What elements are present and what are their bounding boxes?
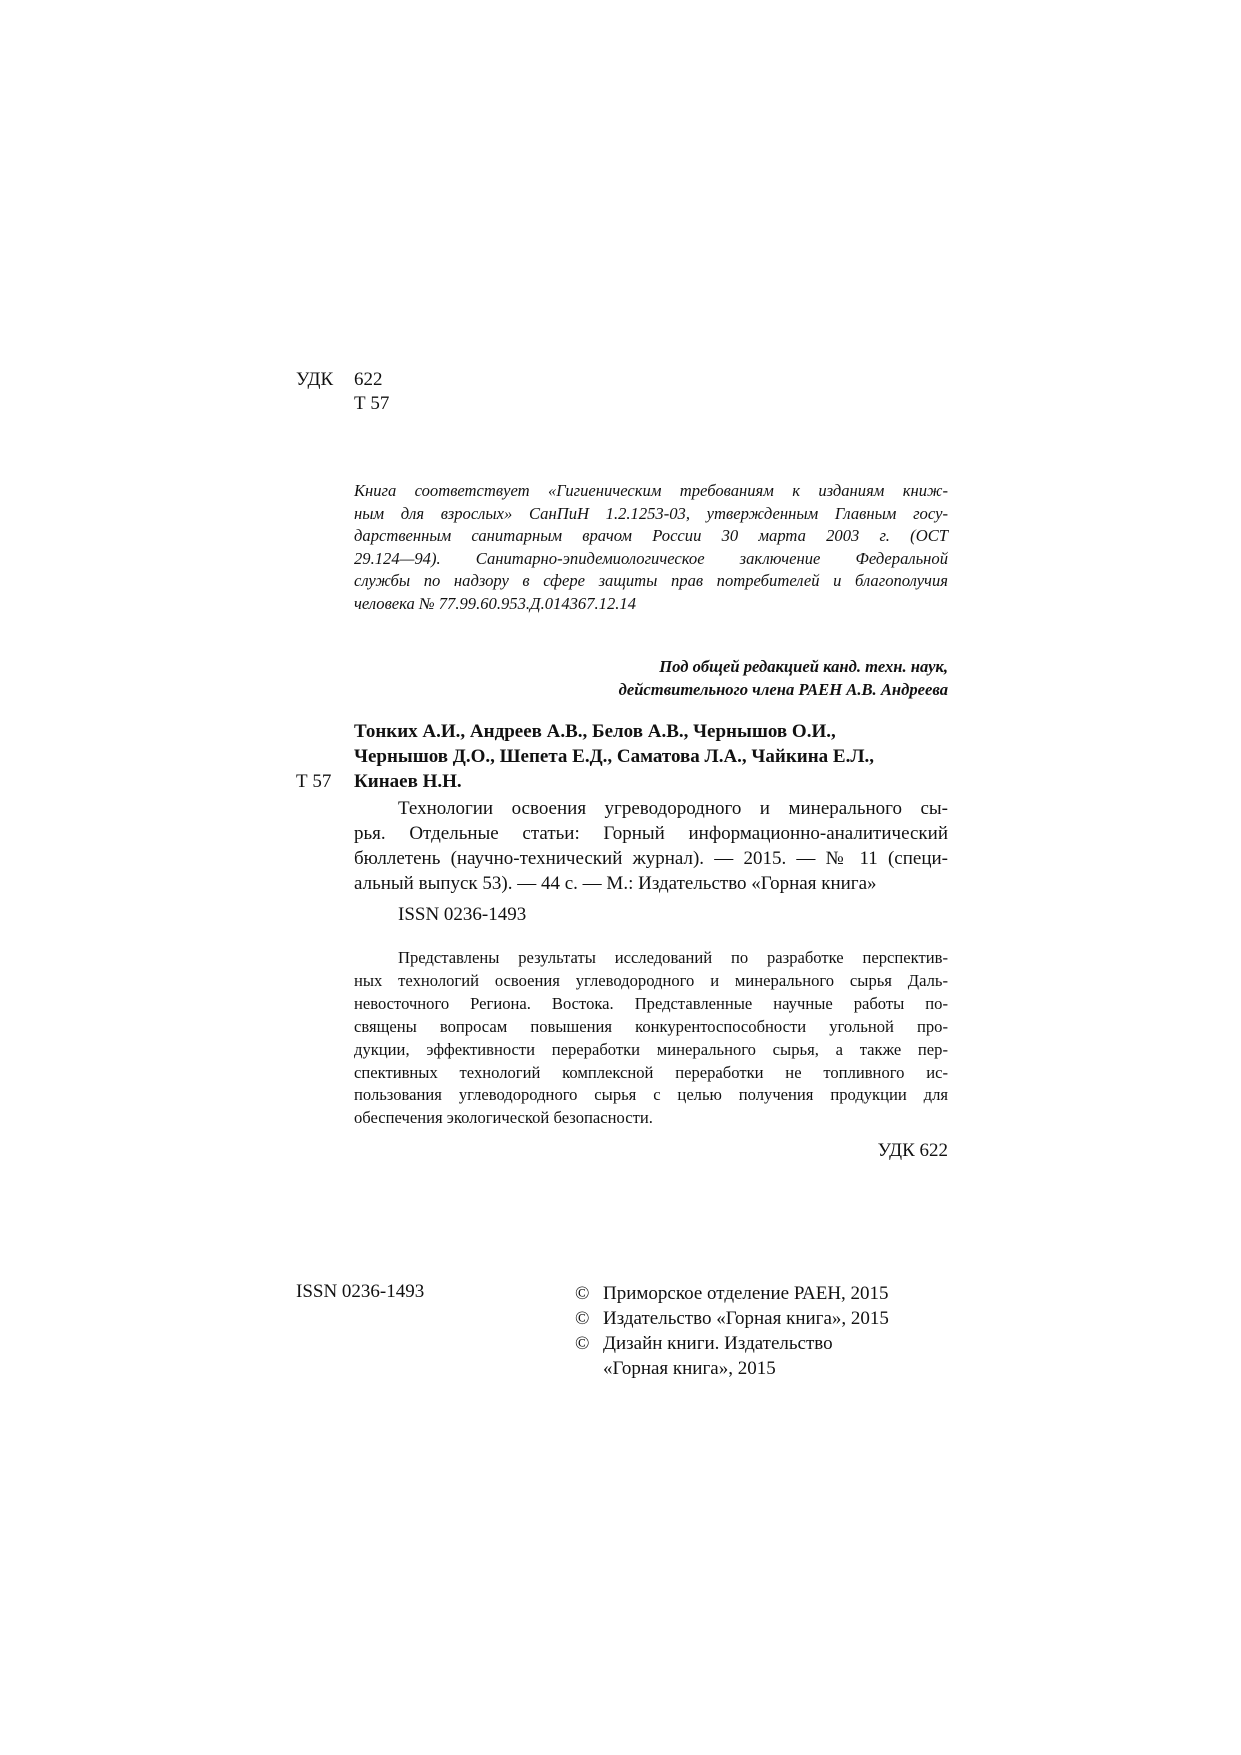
bibliographic-description	[354, 796, 948, 896]
copyright-symbol: ©	[575, 1308, 590, 1329]
copyright-text: Издательство «Горная книга», 2015	[603, 1308, 889, 1329]
title-line: альный выпуск 53). — 44 с. — М.: Издательство «Горная книга»	[354, 873, 877, 894]
abstract-line: священы вопросам повышения конкурентоспособности угольной про-	[354, 1016, 948, 1036]
hygiene-notice	[354, 480, 948, 615]
catalog-mark: Т 57	[296, 771, 332, 792]
copyright-row	[575, 1281, 948, 1306]
copyright-symbol: ©	[575, 1283, 590, 1304]
copyright-row	[575, 1356, 948, 1381]
udk-label: УДК	[296, 369, 334, 390]
editor-line: действительного члена РАЕН А.В. Андреева	[618, 679, 948, 699]
abstract-line: Представлены результаты исследований по разработке перспектив-	[398, 948, 948, 967]
authors-line: Чернышов Д.О., Шепета Е.Д., Саматова Л.А., Чайкина Е.Л.,	[354, 746, 874, 767]
editor-note	[354, 656, 948, 701]
author-mark: Т 57	[354, 393, 390, 414]
abstract-line: пользования углеводородного сырья с целью получения продукции для	[354, 1085, 948, 1105]
hygiene-line: человека № 77.99.60.953.Д.014367.12.14	[354, 593, 636, 613]
abstract-line: невосточного Региона. Востока. Представленные научные работы по-	[354, 993, 948, 1013]
copyright-text: Приморское отделение РАЕН, 2015	[603, 1283, 889, 1304]
copyright-symbol: ©	[575, 1333, 590, 1354]
card-udk: УДК 622	[877, 1140, 948, 1161]
hygiene-line: Книга соответствует «Гигиеническим требованиям к изданиям книж-	[354, 481, 948, 500]
title-line: Технологии освоения угреводородного и минерального сы-	[398, 798, 948, 819]
editor-line: Под общей редакцией канд. техн. наук,	[659, 657, 948, 676]
title-line: рья. Отдельные статьи: Горный информационно-аналитический	[354, 823, 948, 844]
copyright-row	[575, 1306, 948, 1331]
authors-line: Тонких А.И., Андреев А.В., Белов А.В., Чернышов О.И.,	[354, 721, 836, 742]
copyright-row	[575, 1331, 948, 1356]
hygiene-line: ным для взрослых» СанПиН 1.2.1253-03, утвержденным Главным госу-	[354, 503, 948, 523]
hygiene-line: дарственным санитарным врачом России 30 марта 2003 г. (ОСТ	[354, 526, 948, 545]
card-issn: ISSN 0236-1493	[398, 904, 527, 925]
udk-code: 622	[354, 369, 383, 390]
hygiene-line: 29.124—94). Санитарно-эпидемиологическое заключение Федеральной	[354, 548, 948, 568]
authors	[354, 719, 948, 794]
footer-issn: ISSN 0236-1493	[296, 1281, 425, 1302]
abstract	[354, 947, 948, 1130]
copyright-text: Дизайн книги. Издательство	[603, 1333, 833, 1354]
authors-line: Кинаев Н.Н.	[354, 771, 462, 792]
copyright-text: «Горная книга», 2015	[603, 1358, 776, 1379]
abstract-line: дукции, эффективности переработки минерального сырья, а также пер-	[354, 1039, 948, 1059]
abstract-line: обеспечения экологической безопасности.	[354, 1108, 653, 1128]
abstract-line: ных технологий освоения углеводородного и минерального сырья Даль-	[354, 970, 948, 990]
hygiene-line: службы по надзору в сфере защиты прав потребителей и благополучия	[354, 571, 948, 590]
copyright-block	[575, 1281, 948, 1381]
title-line: бюллетень (научно-технический журнал). — 2015. — № 11 (специ-	[354, 848, 948, 869]
abstract-line: спективных технологий комплексной переработки не топливного ис-	[354, 1062, 948, 1082]
